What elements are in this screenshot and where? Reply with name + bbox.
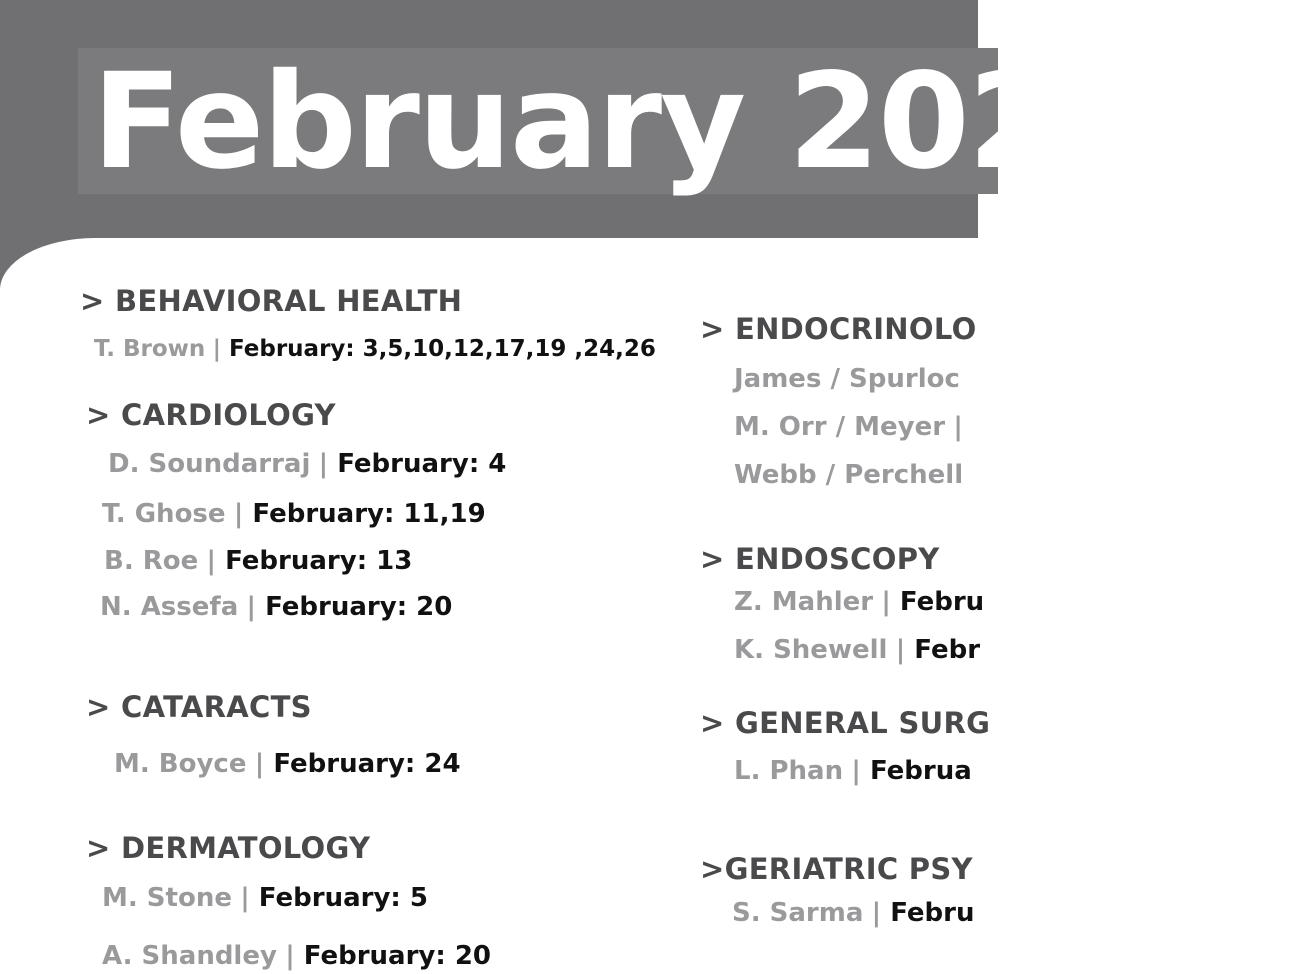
heading-dermatology: > DERMATOLOGY	[86, 831, 371, 865]
provider-name: S. Sarma	[732, 898, 864, 928]
schedule-row	[734, 586, 984, 618]
separator: |	[318, 449, 338, 479]
heading-cataracts: > CATARACTS	[86, 690, 312, 724]
heading-behavioral-health: > BEHAVIORAL HEALTH	[80, 284, 463, 318]
schedule-dates: February: 13	[225, 546, 413, 576]
schedule-row	[114, 748, 461, 780]
provider-name: D. Soundarraj	[108, 449, 311, 479]
schedule-dates: February: 4	[337, 449, 507, 479]
provider-name: T. Brown	[94, 336, 206, 362]
schedule-row	[102, 940, 491, 972]
schedule-dates: February: 5	[258, 883, 428, 913]
separator: |	[246, 592, 266, 622]
separator: |	[212, 336, 229, 362]
separator: |	[895, 635, 915, 665]
provider-name: M. Stone	[102, 883, 232, 913]
heading-geriatric-psych: >GERIATRIC PSY	[700, 852, 973, 886]
schedule-dates: February: 3,5,10,12,17,19 ,24,26	[228, 336, 656, 362]
schedule-dates: Febr	[914, 635, 981, 665]
heading-general-surgery: > GENERAL SURG	[700, 706, 991, 740]
schedule-dates: Februa	[869, 756, 972, 786]
heading-endoscopy: > ENDOSCOPY	[700, 542, 940, 576]
schedule-row	[102, 498, 486, 530]
schedule-dates: February: 11,19	[252, 499, 486, 529]
title-box	[78, 45, 1148, 199]
provider-name: M. Orr / Meyer	[734, 412, 946, 442]
provider-name: James / Spurloc	[734, 364, 960, 394]
provider-name: M. Boyce	[114, 749, 247, 779]
schedule-dates: February: 20	[303, 941, 491, 971]
provider-name: N. Assefa	[100, 592, 239, 622]
heading-endocrinology: > ENDOCRINOLO	[700, 312, 977, 346]
separator: |	[881, 587, 900, 617]
schedule-dates: Febru	[890, 898, 975, 928]
schedule-row	[108, 448, 506, 480]
schedule-dates: Febru	[899, 587, 985, 617]
schedule-dates: February: 24	[273, 749, 461, 779]
schedule-row	[102, 882, 428, 914]
separator: |	[240, 883, 259, 913]
provider-name: Webb / Perchell	[734, 460, 964, 490]
schedule-row	[100, 591, 452, 623]
schedule-row	[732, 897, 975, 929]
schedule-row	[734, 634, 980, 666]
schedule-row	[734, 459, 963, 491]
provider-name: K. Shewell	[734, 635, 888, 665]
provider-name: T. Ghose	[102, 499, 226, 529]
schedule-row	[94, 333, 656, 365]
provider-name: B. Roe	[104, 546, 199, 576]
separator: |	[254, 749, 274, 779]
separator: |	[206, 546, 226, 576]
separator: |	[851, 756, 870, 786]
schedule-row	[734, 755, 972, 787]
provider-name: L. Phan	[734, 756, 844, 786]
separator: |	[285, 941, 304, 971]
separator: |	[953, 412, 963, 442]
schedule-row	[734, 363, 960, 395]
schedule-dates: February: 20	[265, 592, 453, 622]
heading-cardiology: > CARDIOLOGY	[86, 398, 336, 432]
page-title: February 2025	[92, 45, 1148, 199]
provider-name: Z. Mahler	[734, 587, 874, 617]
separator: |	[871, 898, 891, 928]
separator: |	[233, 499, 253, 529]
schedule-row	[734, 411, 963, 443]
provider-name: A. Shandley	[102, 941, 277, 971]
schedule-row	[104, 545, 412, 577]
